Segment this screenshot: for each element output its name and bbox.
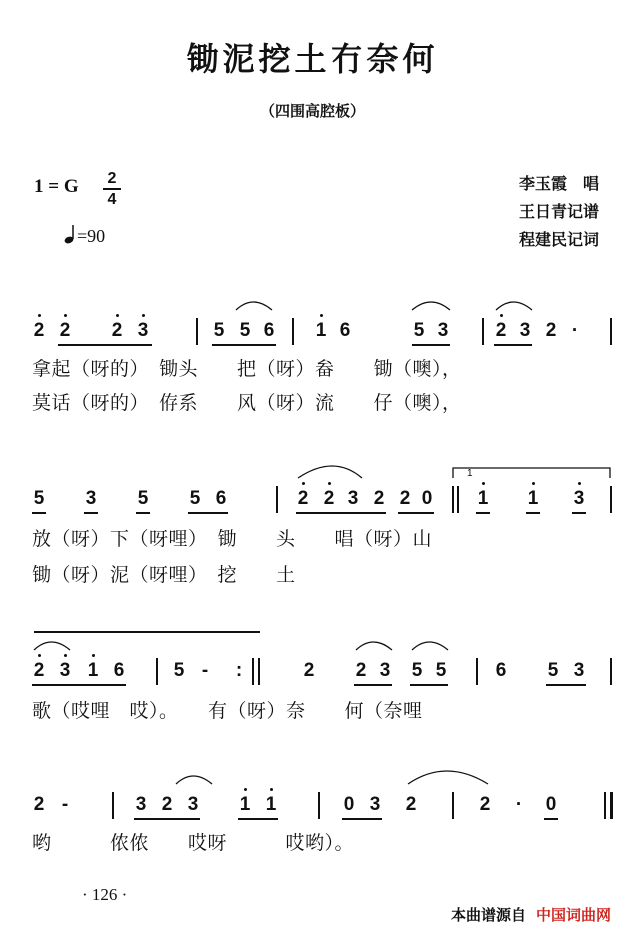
high-dot: [532, 482, 535, 485]
credits: [519, 170, 599, 254]
key-signature: 1 = G: [34, 176, 79, 197]
note: 1: [477, 488, 489, 509]
note: 2: [355, 660, 367, 681]
high-dot: [500, 314, 503, 317]
site-name-link[interactable]: 中国词曲网: [535, 906, 611, 924]
note: 2: [59, 320, 71, 341]
slurs-and-volta: [0, 488, 625, 528]
note: 3: [437, 320, 449, 341]
high-dot: [92, 654, 95, 657]
note: 5: [137, 488, 149, 509]
note: 1: [87, 660, 99, 681]
repeat-dots: :: [235, 660, 243, 681]
source-footer: [451, 904, 611, 925]
note: ·: [515, 794, 523, 815]
note: 2: [33, 794, 45, 815]
high-dot: [328, 482, 331, 485]
lyric-line-2b: 锄（呀）泥（呀哩） 挖 土: [32, 564, 296, 586]
note: 6: [215, 488, 227, 509]
note: 3: [573, 488, 585, 509]
note: 3: [573, 660, 585, 681]
note: 3: [85, 488, 97, 509]
time-signature-bottom: 4: [107, 191, 117, 208]
page-number: · 126 ·: [82, 885, 128, 904]
high-dot: [482, 482, 485, 485]
note: 3: [59, 660, 71, 681]
high-dot: [116, 314, 119, 317]
high-dot: [302, 482, 305, 485]
note: 0: [343, 794, 355, 815]
lyric-line-1a: 拿起（呀的） 锄头 把（呀）畚 锄（噢），: [32, 358, 462, 380]
note: 0: [545, 794, 557, 815]
note: 5: [435, 660, 447, 681]
note: 3: [519, 320, 531, 341]
high-dot: [64, 314, 67, 317]
note: 2: [405, 794, 417, 815]
note: 3: [187, 794, 199, 815]
high-dot: [578, 482, 581, 485]
note: 6: [339, 320, 351, 341]
note: 1: [239, 794, 251, 815]
note: 2: [161, 794, 173, 815]
note: 6: [495, 660, 507, 681]
note: 5: [547, 660, 559, 681]
high-dot: [270, 788, 273, 791]
high-dot: [38, 314, 41, 317]
note: 0: [421, 488, 433, 509]
note: 2: [373, 488, 385, 509]
note: 1: [265, 794, 277, 815]
note: 2: [33, 320, 45, 341]
note: 6: [263, 320, 275, 341]
note: 2: [399, 488, 411, 509]
source-label: 本曲谱源自: [450, 906, 526, 924]
note: 2: [545, 320, 557, 341]
note: 2: [323, 488, 335, 509]
time-signature-bar: [103, 188, 121, 190]
lyric-line-3a: 歌（哎哩 哎）。 有（呀）奈 何（奈哩: [32, 700, 423, 722]
volta-line: [34, 631, 260, 633]
note: 6: [113, 660, 125, 681]
note: 2: [111, 320, 123, 341]
note: 2: [303, 660, 315, 681]
note: 3: [379, 660, 391, 681]
credit-lyrics: 程建民记词: [518, 230, 599, 249]
note: 2: [297, 488, 309, 509]
note: 1: [527, 488, 539, 509]
high-dot: [244, 788, 247, 791]
note: 5: [189, 488, 201, 509]
note: 3: [137, 320, 149, 341]
note: 5: [213, 320, 225, 341]
credit-notation: 王日青记谱: [518, 202, 599, 221]
tempo-value: =90: [77, 226, 106, 246]
note: ·: [571, 320, 579, 341]
note: 5: [33, 488, 45, 509]
note: -: [201, 660, 209, 681]
high-dot: [320, 314, 323, 317]
note: 5: [413, 320, 425, 341]
time-signature: [103, 170, 121, 208]
note: 2: [33, 660, 45, 681]
tempo-marking: [64, 224, 105, 247]
high-dot: [64, 654, 67, 657]
song-subtitle: （四围高腔板）: [259, 102, 365, 120]
quarter-note-icon: [64, 224, 76, 244]
note: 2: [479, 794, 491, 815]
lyric-line-1b: 莫话（呀的） 侟系 风（呀）流 仔（噢），: [32, 392, 462, 414]
note: -: [61, 794, 69, 815]
time-signature-top: 2: [107, 170, 117, 187]
note: 3: [347, 488, 359, 509]
volta-number: 1: [467, 468, 473, 479]
song-title: 锄泥挖土冇奈何: [186, 40, 439, 78]
slurs: [0, 660, 625, 700]
note: 1: [315, 320, 327, 341]
high-dot: [38, 654, 41, 657]
note: 5: [173, 660, 185, 681]
note: 3: [369, 794, 381, 815]
note: 2: [495, 320, 507, 341]
lyric-line-4a: 哟 侬侬 哎呀 哎哟）。: [32, 832, 355, 854]
note: 3: [135, 794, 147, 815]
credit-singer: 李玉霞 唱: [518, 174, 599, 193]
high-dot: [142, 314, 145, 317]
note: 5: [411, 660, 423, 681]
note: 5: [239, 320, 251, 341]
lyric-line-2a: 放（呀）下（呀哩） 锄 头 唱（呀）山: [32, 528, 433, 550]
